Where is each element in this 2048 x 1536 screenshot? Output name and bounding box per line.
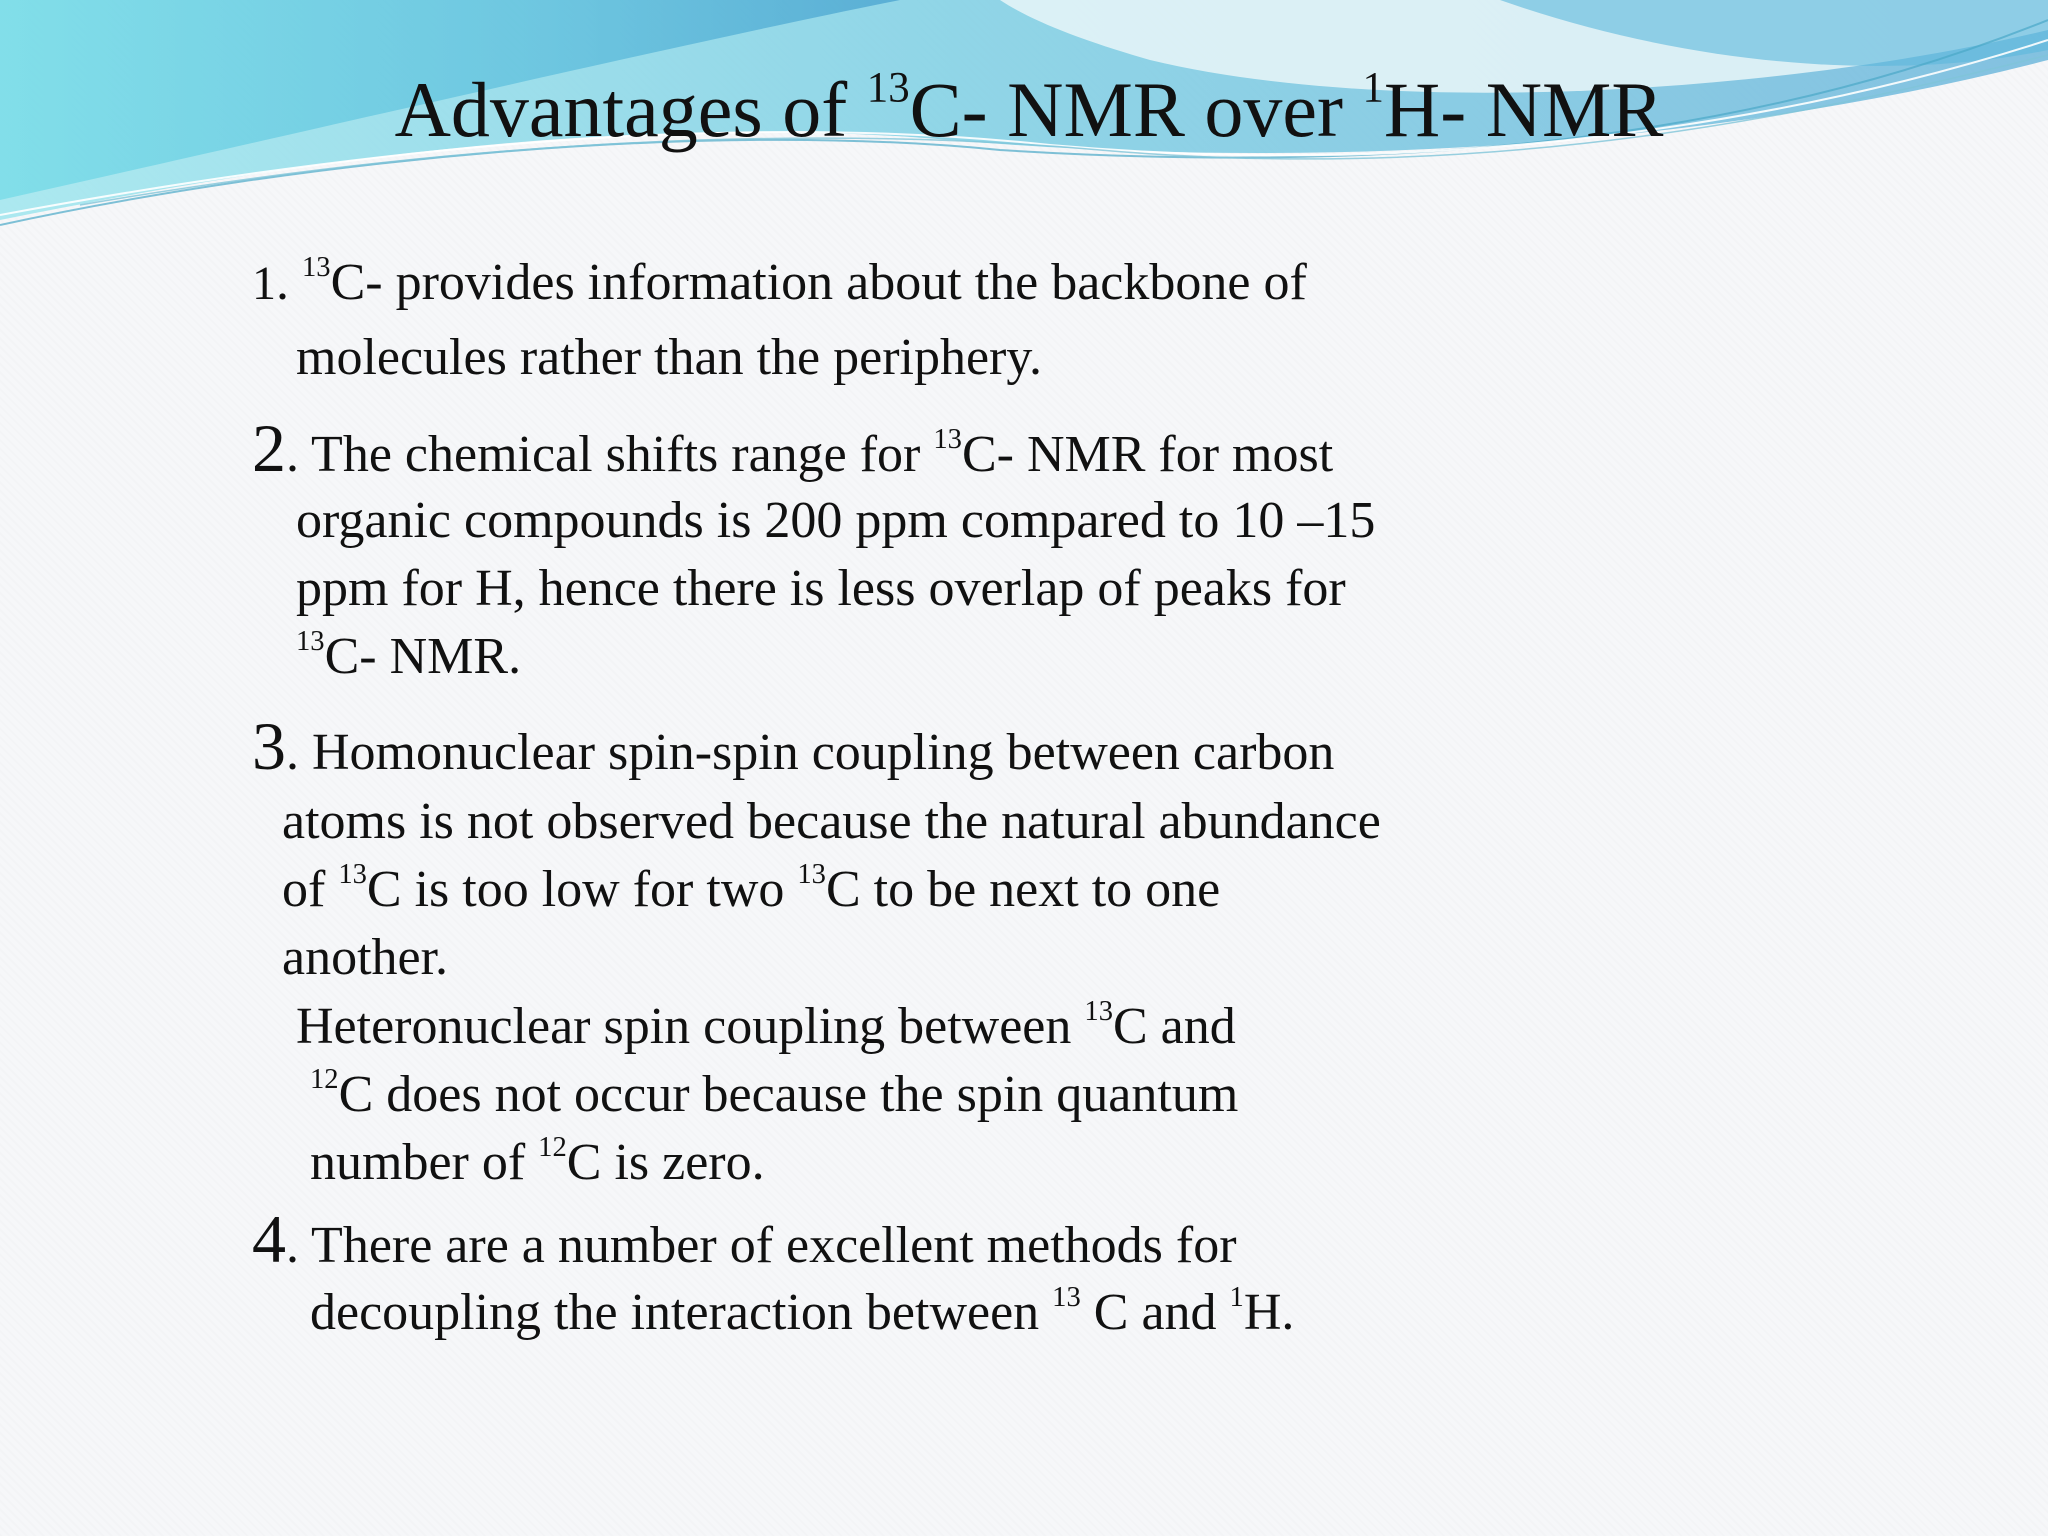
point-2-line-3: ppm for H, hence there is less overlap of peaks for: [296, 560, 1346, 617]
point-1-line-2: molecules rather than the periphery.: [296, 329, 1042, 386]
point-2-number: 2: [252, 410, 286, 486]
point-3-line-2: atoms is not observed because the natural abundance: [282, 793, 1381, 850]
point-3-line-1: 3. Homonuclear spin-spin coupling between carbon: [252, 708, 1335, 784]
slide-title: Advantages of $^{13}$C- NMR over $^1$H- NMR: [394, 64, 1664, 153]
point-3-hetero-line-1: Heteronuclear spin coupling between $^{13}$C and: [296, 996, 1236, 1055]
point-4-line-1: 4. There are a number of excellent methods for: [252, 1201, 1237, 1277]
point-1-line-1: 1. $^{13}$C- provides information about the backbone of: [252, 252, 1307, 311]
point-2-line-1: 2. The chemical shifts range for $^{13}$C- NMR for most: [252, 410, 1334, 486]
point-3-line-3: of $^{13}$C is too low for two $^{13}$C to be next to one: [282, 859, 1221, 918]
point-2-line-2: organic compounds is 200 ppm compared to 10 –15: [296, 492, 1376, 549]
point-4-number: 4: [252, 1201, 286, 1277]
point-3-hetero-line-3: number of $^{12}$C is zero.: [310, 1132, 765, 1191]
point-3-number: 3: [252, 708, 286, 784]
point-3-hetero-line-2: $^{12}$C does not occur because the spin quantum: [310, 1064, 1239, 1123]
point-2-line-4: $^{13}$C- NMR.: [296, 626, 522, 685]
point-4-line-2: decoupling the interaction between $^{13}$ C and $^1$H.: [310, 1282, 1295, 1341]
point-3-line-4: another.: [282, 929, 449, 986]
point-1-number: 1: [252, 257, 276, 310]
